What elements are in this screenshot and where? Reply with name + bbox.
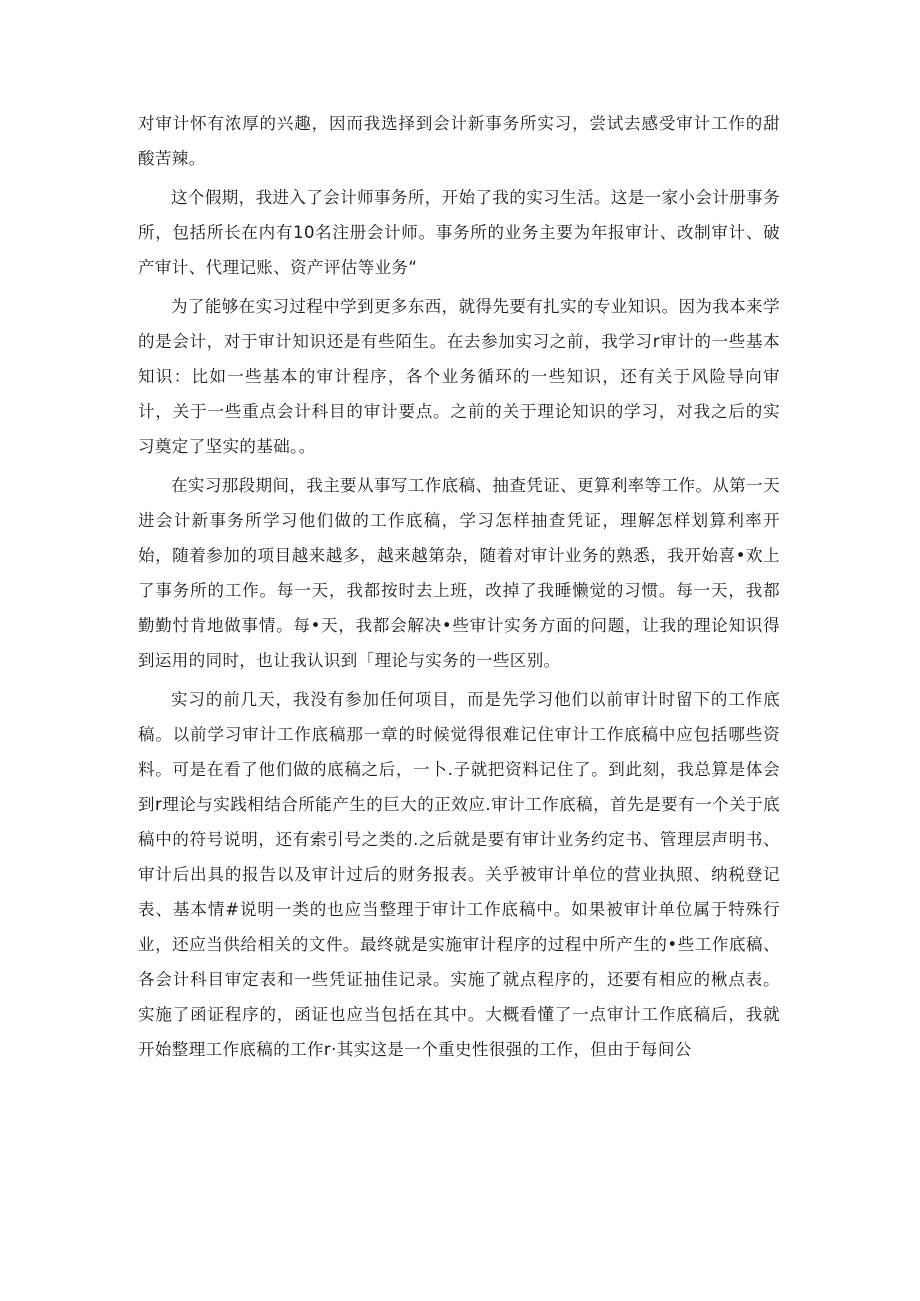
paragraph-1: 对审计怀有浓厚的兴趣，因而我选择到会计新事务所实习，尝试去感受审计工作的甜酸苦辣。 — [138, 114, 780, 168]
paragraph-2: 这个假期，我进入了会计师事务所，开始了我的实习生活。这是一家小会计册事务所，包括所长在内有10名注册会计师。事务所的业务主要为年报审计、改制审计、破产审计、代理记账、资产评估等业务“ — [138, 188, 780, 277]
paragraph-4: 在实习那段期间，我主要从事写工作底稿、抽查凭证、更算利率等工作。从第一天进会计新事务所学习他们做的工作底稿，学习怎样抽查凭证，理解怎样划算利率开始，随着参加的项目越来越多，越来越第杂，随着对审计业务的熟悉，我开始喜•欢上了事务所的工作。每一天，我都按时去上班，改掉了我睡懒觉的习惯。每一天，我都勤勤忖肯地做事情。每•天，我都会解决•些审计实务方面的问题，让我的理论知识得到运用的同时，也让我认识到「理论与实务的一些区别。 — [138, 476, 780, 670]
paragraph-5: 实习的前几天，我没有参加任何项目，而是先学习他们以前审计时留下的工作底稿。以前学习审计工作底稿那一章的时候觉得很难记住审计工作底稿中应包括哪些资料。可是在看了他们做的底稿之后，一卜.子就把资料记住了。到此刻，我总算是体会到r理论与实践相结合所能产生的巨大的正效应.审计工作底稿，首先是要有一个关于底稿中的符号说明，还有索引号之类的.之后就是要有审计业务约定书、管理层声明书、审计后出具的报告以及审计过后的财务报表。关乎被审计单位的营业执照、纳税登记表、基本情#说明一类的也应当整理于审计工作底稿中。如果被审计单位属于特殊行业，还应当供给相关的文件。最终就是实施审计程序的过程中所产生的•些工作底稿、各会计科目审定表和一些凭证抽佳记录。实施了就点程序的，还要有相应的楸点表。实施了函证程序的，函证也应当包括在其中。大概看懂了一点审计工作底稿后，我就开始整理工作底稿的工作r·其实这是一个重史性很强的工作，但由于每间公 — [138, 690, 780, 1059]
document-body — [138, 106, 780, 1071]
paragraph-3: 为了能够在实习过程中学到更多东西，就得先要有扎实的专业知识。因为我本来学的是会计，对于审计知识还是有些陌生。在去参加实习之前，我学习r审计的一些基本知识：比如一些基本的审计程序，各个业务循环的一些知识，还有关于风险导向审计，关于一些重点会计科目的审计要点。之前的关于理论知识的学习，对我之后的实习奠定了坚实的基础。。 — [138, 297, 780, 456]
